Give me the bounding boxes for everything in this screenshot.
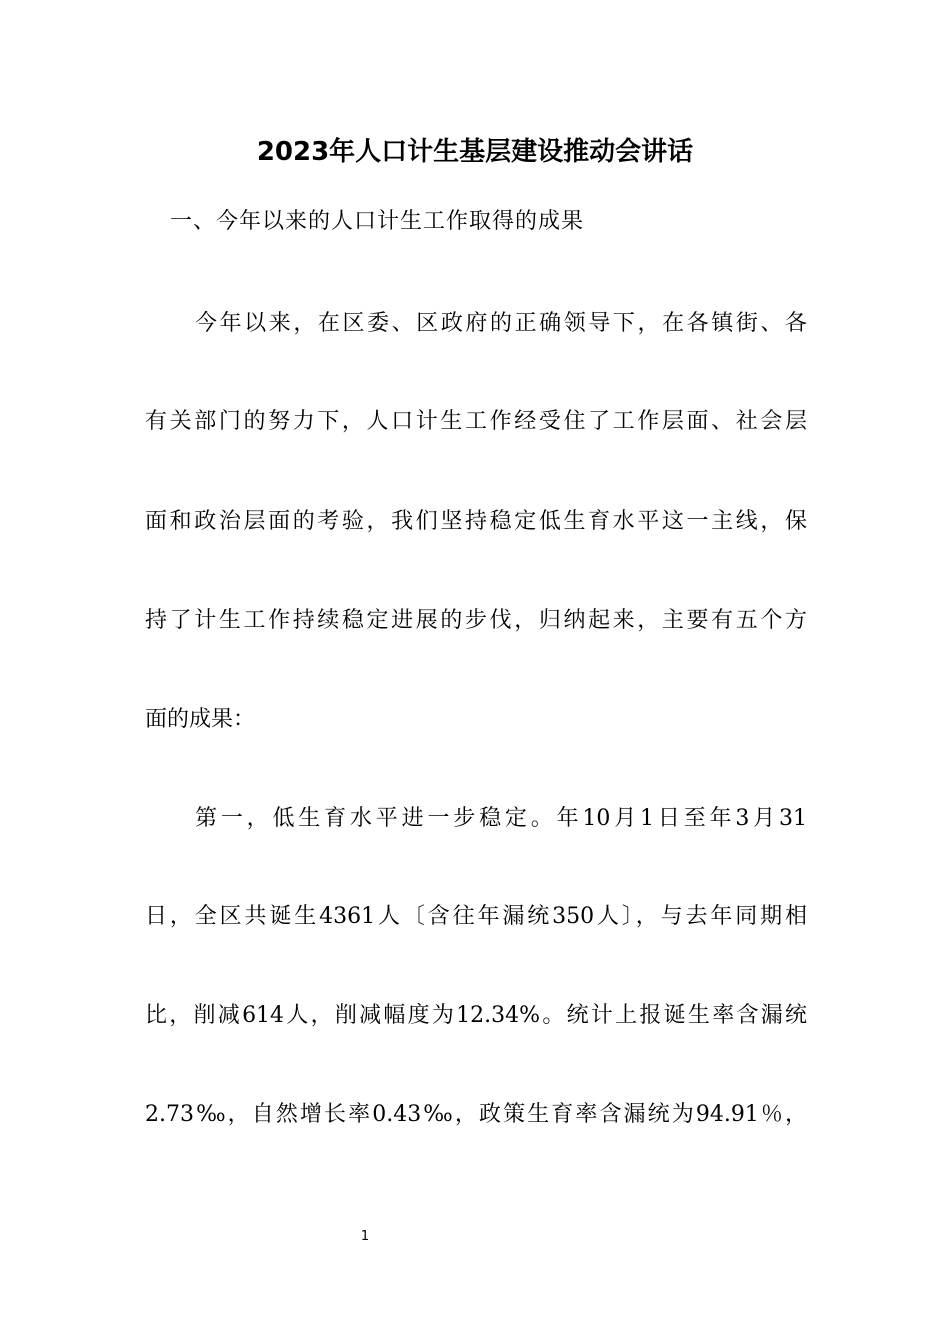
document-title: 2023年人口计生基层建设推动会讲话 — [256, 137, 694, 167]
paragraph-line: 面的成果： — [145, 707, 256, 732]
paragraph-line: 持了计生工作持续稳定进展的步伐，归纳起来，主要有五个方 — [145, 608, 807, 633]
paragraph-line: 日，全区共诞生4361人〔含往年漏统350人〕，与去年同期相 — [145, 904, 807, 929]
paragraph-line: 有关部门的努力下，人口计生工作经受住了工作层面、社会层 — [145, 409, 807, 434]
section-heading: 一、今年以来的人口计生工作取得的成果 — [170, 209, 585, 234]
paragraph-line: 第一，低生育水平进一步稳定。年10月1日至年3月31 — [195, 806, 807, 831]
paragraph-line: 面和政治层面的考验，我们坚持稳定低生育水平这一主线，保 — [145, 509, 807, 534]
paragraph-line: 2.73‰，自然增长率0.43‰，政策生育率含漏统为94.91％， — [145, 1102, 807, 1127]
paragraph-line: 今年以来，在区委、区政府的正确领导下，在各镇街、各 — [195, 311, 807, 336]
paragraph-line: 比，削减614人，削减幅度为12.34%。统计上报诞生率含漏统 — [145, 1003, 807, 1028]
page-number: 1 — [360, 1229, 370, 1244]
